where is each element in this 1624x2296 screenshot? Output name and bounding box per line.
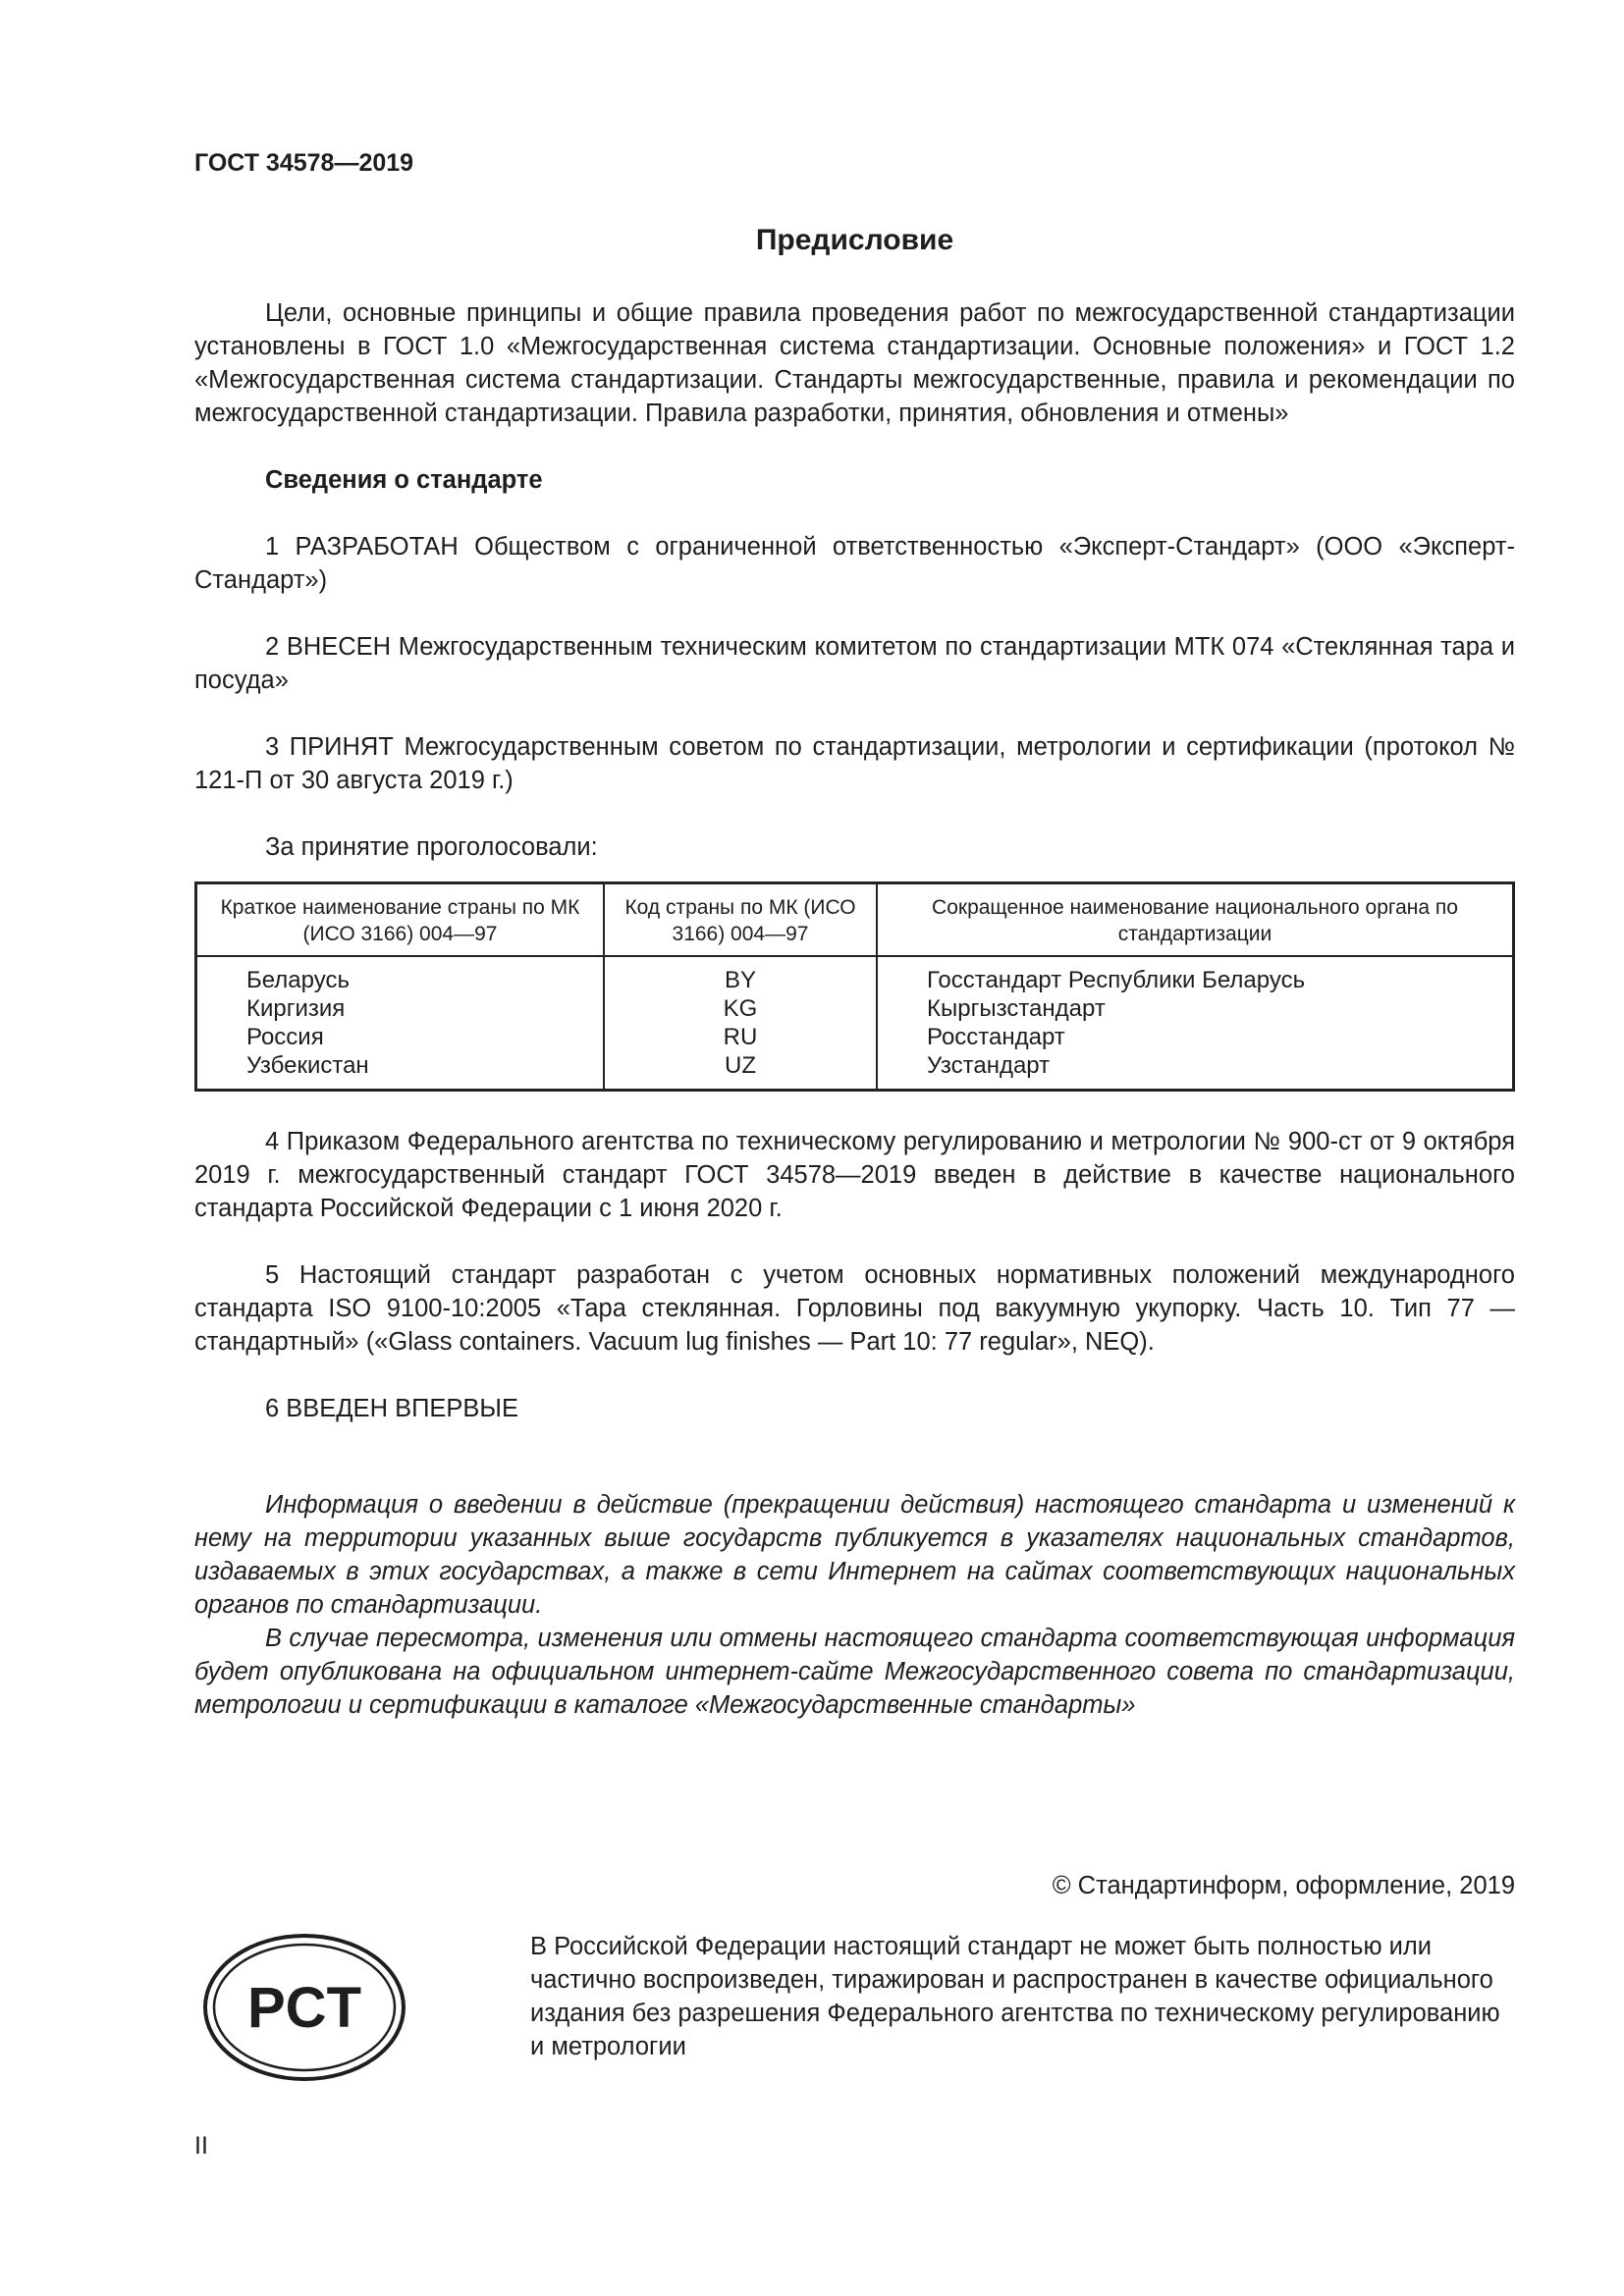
table-row [196, 994, 1514, 1023]
item-first-introduced: 6 ВВЕДЕН ВПЕРВЫЕ [265, 1395, 519, 1422]
copyright-line: © Стандартинформ, оформление, 2019 [1052, 1872, 1515, 1899]
country-name: Киргизия [196, 994, 605, 1023]
main-content [194, 296, 1515, 1722]
country-name: Узбекистан [196, 1051, 605, 1091]
agency-name: Росстандарт [927, 1024, 1065, 1050]
publication-notice [194, 1488, 1515, 1722]
pct-certification-logo-icon [201, 1932, 407, 2083]
country-code: KG [604, 994, 877, 1023]
agency-name: Госстандарт Республики Беларусь [927, 967, 1306, 993]
section-subtitle: Сведения о стандарте [265, 466, 543, 494]
country-name: Беларусь [196, 956, 605, 994]
country-code: BY [604, 956, 877, 994]
table-row [196, 1023, 1514, 1051]
agency-name: Узстандарт [927, 1052, 1051, 1079]
logo-lettering: PCT [247, 1976, 361, 2040]
intro-paragraph: Цели, основные принципы и общие правила проведения работ по межгосударственной стандартизации установлены в ГОСТ 1.0 «Межгосударственная система стандартизации. Основные положения» и ГОСТ 1.2 «Межгосударственная система стандартизации. Стандарты межгосударственные, правила и рекомендации по межгосударственной стандартизации. Правила разработки, принятия, обновления и отмены» [194, 299, 1515, 427]
table-row [196, 956, 1514, 994]
item-developed: 1 РАЗРАБОТАН Обществом с ограниченной ответственностью «Эксперт-Стандарт» (ООО «Эксперт-Стандарт») [194, 533, 1515, 594]
voting-table [194, 881, 1515, 1092]
notice-paragraph: В случае пересмотра, изменения или отмены настоящего стандарта соответствующая информация будет опубликована на официальном интернет-сайте Межгосударственного совета по стандартизации, метрологии и сертификации в каталоге «Межгосударственные стандарты» [194, 1625, 1515, 1719]
country-code: RU [604, 1023, 877, 1051]
country-code: UZ [604, 1051, 877, 1091]
table-row [196, 1051, 1514, 1091]
table-header-row [196, 883, 1514, 957]
page-title: Предисловие [755, 224, 954, 256]
item-submitted: 2 ВНЕСЕН Межгосударственным техническим комитетом по стандартизации МТК 074 «Стеклянная тара и посуда» [194, 633, 1515, 694]
vote-label: За принятие проголосовали: [265, 833, 598, 861]
country-name: Россия [196, 1023, 605, 1051]
document-header: ГОСТ 34578—2019 [194, 149, 414, 177]
column-header-country: Краткое наименование страны по МК (ИСО 3166) 004—97 [196, 883, 605, 957]
column-header-agency: Сокращенное наименование национального органа по стандартизации [877, 883, 1514, 957]
agency-name: Кыргызстандарт [927, 995, 1106, 1022]
item-adopted: 3 ПРИНЯТ Межгосударственным советом по стандартизации, метрологии и сертификации (протокол № 121-П от 30 августа 2019 г.) [194, 733, 1515, 794]
item-based-on: 5 Настоящий стандарт разработан с учетом основных нормативных положений международного стандарта ISO 9100-10:2005 «Тара стеклянная. Горловины под вакуумную укупорку. Часть 10. Тип 77 — стандартный» («Glass containers. Vacuum lug finishes — Part 10: 77 regular», NEQ). [194, 1261, 1515, 1356]
column-header-code: Код страны по МК (ИСО 3166) 004—97 [604, 883, 877, 957]
legal-text: В Российской Федерации настоящий стандарт не может быть полностью или частично воспроизведен, тиражирован и распространен в качестве официального издания без разрешения Федерального агентства по техническому регулированию и метрологии [530, 1933, 1500, 2060]
legal-notice [530, 1930, 1515, 2063]
item-enacted: 4 Приказом Федерального агентства по техническому регулированию и метрологии № 900-ст от 9 октября 2019 г. межгосударственный стандарт ГОСТ 34578—2019 введен в действие в качестве национального стандарта Российской Федерации с 1 июня 2020 г. [194, 1128, 1515, 1222]
notice-paragraph: Информация о введении в действие (прекращении действия) настоящего стандарта и изменений к нему на территории указанных выше государств публикуется в указателях национальных стандартов, издаваемых в этих государствах, а также в сети Интернет на сайтах соответствующих национальных органов по стандартизации. [194, 1491, 1515, 1619]
page-number: II [194, 2132, 208, 2160]
